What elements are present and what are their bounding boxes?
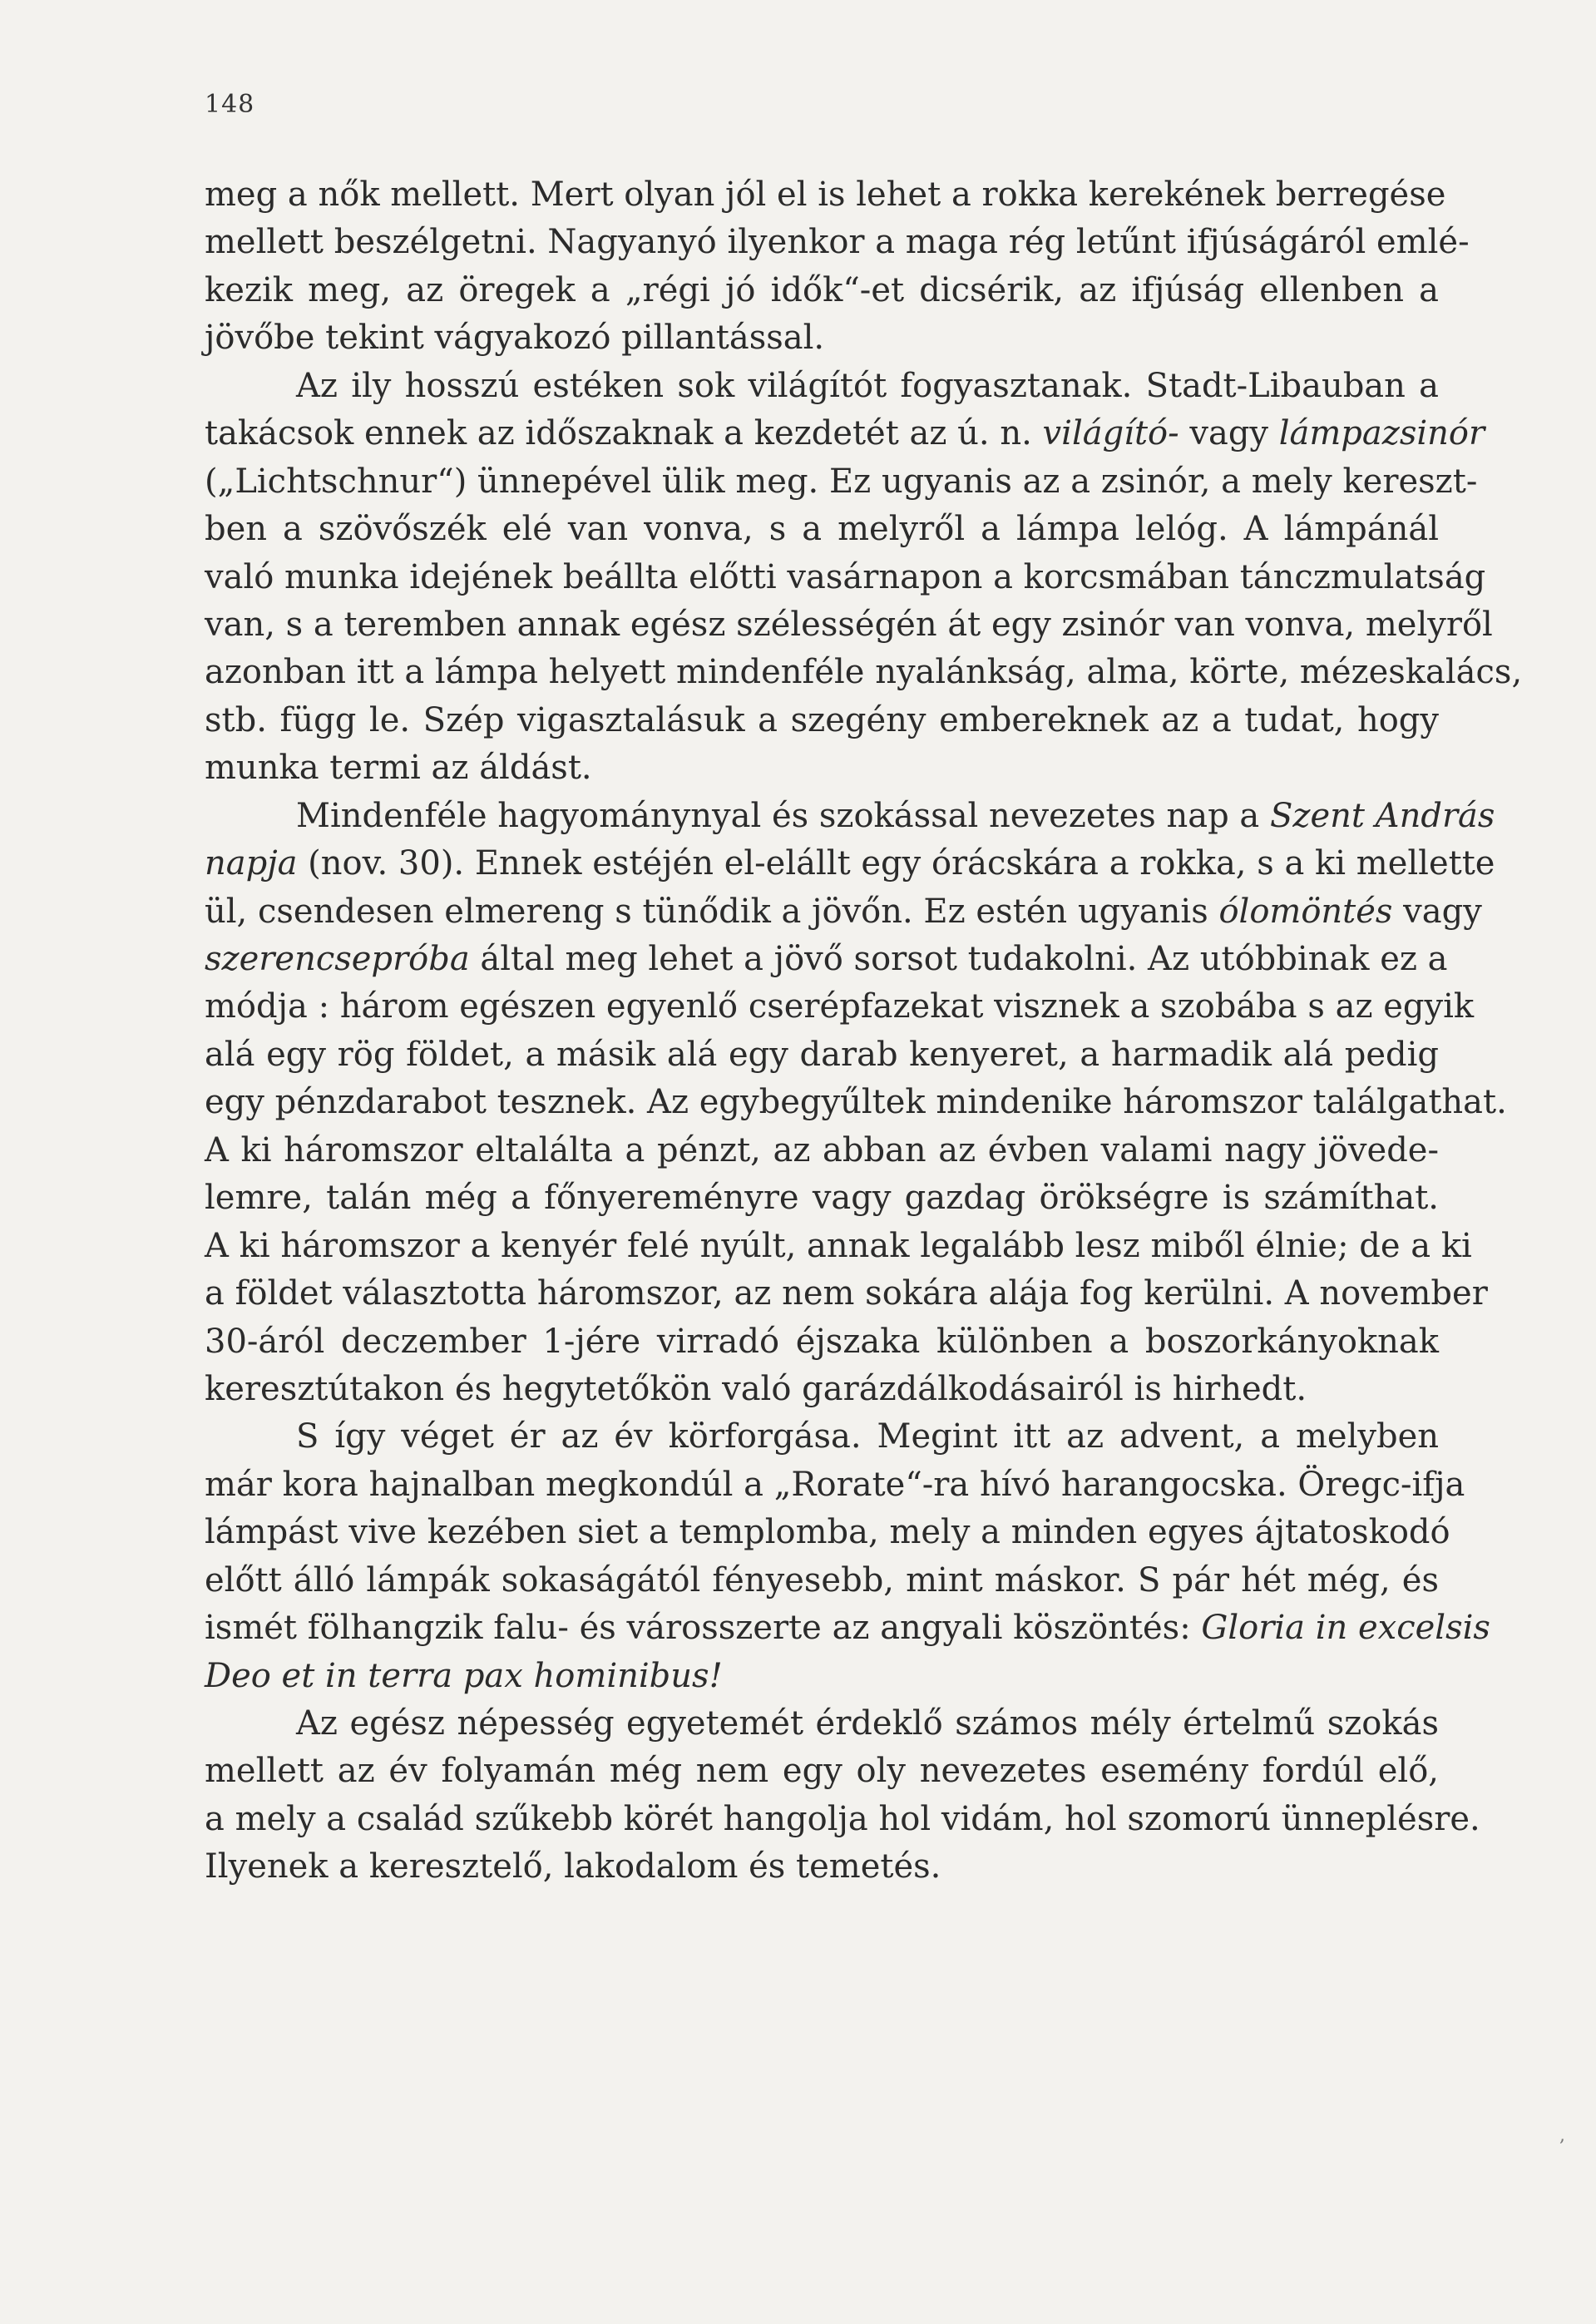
page-number: 148 xyxy=(205,90,255,119)
text-line: a földet választotta háromszor, az nem sokára alája fog kerülni. A november xyxy=(205,1274,1488,1313)
italic-term: Gloria in excelsis xyxy=(1201,1609,1490,1648)
text-line: Mindenféle hagyománynyal és szokással nevezetes nap a Szent András xyxy=(296,796,1495,835)
text-line: Ilyenek a keresztelő, lakodalom és temetés. xyxy=(205,1847,941,1886)
italic-term: világító- xyxy=(1042,414,1179,453)
text-line: mellett az év folyamán még nem egy oly nevezetes esemény fordúl elő, xyxy=(205,1752,1439,1791)
text-line: keresztútakon és hegytetőkön való garázdálkodásairól is hirhedt. xyxy=(205,1369,1307,1408)
italic-term: napja xyxy=(205,844,298,883)
text-line: Az ily hosszú estéken sok világítót fogyasztanak. Stadt-Libauban a xyxy=(296,366,1439,405)
text-line: való munka idejének beállta előtti vasárnapon a korcsmában tánczmulatság xyxy=(205,557,1486,596)
text-line: stb. függ le. Szép vigasztalásuk a szegény embereknek az a tudat, hogy xyxy=(205,700,1439,739)
text-line: módja : három egészen egyenlő cserépfazekat visznek a szobába s az egyik xyxy=(205,987,1475,1026)
body-text xyxy=(205,171,1523,1891)
text-line: S így véget ér az év körforgása. Megint itt az advent, a melyben xyxy=(296,1417,1439,1456)
italic-term: Deo et in terra pax hominibus! xyxy=(205,1656,723,1695)
text-line: alá egy rög földet, a másik alá egy darab kenyeret, a harmadik alá pedig xyxy=(205,1035,1439,1074)
text-line: munka termi az áldást. xyxy=(205,749,592,788)
text-line: szerencsepróba által meg lehet a jövő sorsot tudakolni. Az utóbbinak ez a xyxy=(205,940,1448,978)
text-line: előtt álló lámpák sokaságától fényesebb, mint máskor. S pár hét még, és xyxy=(205,1560,1439,1600)
text-line: jövőbe tekint vágyakozó pillantással. xyxy=(205,319,825,358)
text-line: („Lichtschnur“) ünnepével ülik meg. Ez ugyanis az a zsinór, a mely kereszt- xyxy=(205,462,1478,501)
text-line: napja (nov. 30). Ennek estéjén el-elállt egy órácskára a rokka, s a ki mellette xyxy=(205,844,1495,883)
text-line: 30-áról deczember 1-jére virradó éjszaka különben a boszorkányoknak xyxy=(205,1322,1439,1361)
text-line: ben a szövőszék elé van vonva, s a melyről a lámpa lelóg. A lámpánál xyxy=(205,510,1439,549)
italic-term: ólomöntés xyxy=(1218,892,1393,931)
text-line: a mely a család szűkebb körét hangolja hol vidám, hol szomorú ünneplésre. xyxy=(205,1799,1480,1838)
text-line xyxy=(205,1653,1439,1700)
text-line: takácsok ennek az időszaknak a kezdetét az ú. n. világító- vagy lámpazsinór xyxy=(205,414,1485,453)
italic-term: szerencsepróba xyxy=(205,940,470,978)
italic-term: lámpazsinór xyxy=(1278,414,1485,453)
text-line: van, s a teremben annak egész szélességén át egy zsinór van vonva, melyről xyxy=(205,605,1493,644)
text-line: mellett beszélgetni. Nagyanyó ilyenkor a maga rég letűnt ifjúságáról emlé- xyxy=(205,223,1470,262)
text-line: lemre, talán még a főnyereményre vagy gazdag örökségre is számíthat. xyxy=(205,1179,1439,1218)
text-line: már kora hajnalban megkondúl a „Rorate“-ra hívó harangocska. Öregc-ifja xyxy=(205,1465,1465,1504)
text-line: A ki háromszor a kenyér felé nyúlt, annak legalább lesz miből élnie; de a ki xyxy=(205,1226,1472,1265)
text-line: kezik meg, az öregek a „régi jó idők“-et dicsérik, az ifjúság ellenben a xyxy=(205,270,1439,309)
text-line: azonban itt a lámpa helyett mindenféle nyalánkság, alma, körte, mézeskalács, xyxy=(205,653,1523,692)
text-line: egy pénzdarabot tesznek. Az egybegyűltek mindenike háromszor találgathat. xyxy=(205,1083,1507,1122)
text-line: lámpást vive kezében siet a templomba, mely a minden egyes ájtatoskodó xyxy=(205,1513,1450,1552)
text-line: ismét fölhangzik falu- és városszerte az angyali köszöntés: Gloria in excelsis xyxy=(205,1609,1490,1648)
text-line: A ki háromszor eltalálta a pénzt, az abban az évben valami nagy jövede- xyxy=(205,1130,1439,1169)
text-line: ül, csendesen elmereng s tünődik a jövőn. Ez estén ugyanis ólomöntés vagy xyxy=(205,892,1482,931)
text-line: meg a nők mellett. Mert olyan jól el is lehet a rokka kerekének berregése xyxy=(205,176,1446,214)
italic-term: Szent András xyxy=(1269,796,1495,835)
scan-speck: , xyxy=(1559,2125,1565,2146)
text-line: Az egész népesség egyetemét érdeklő számos mély értelmű szokás xyxy=(296,1704,1439,1743)
